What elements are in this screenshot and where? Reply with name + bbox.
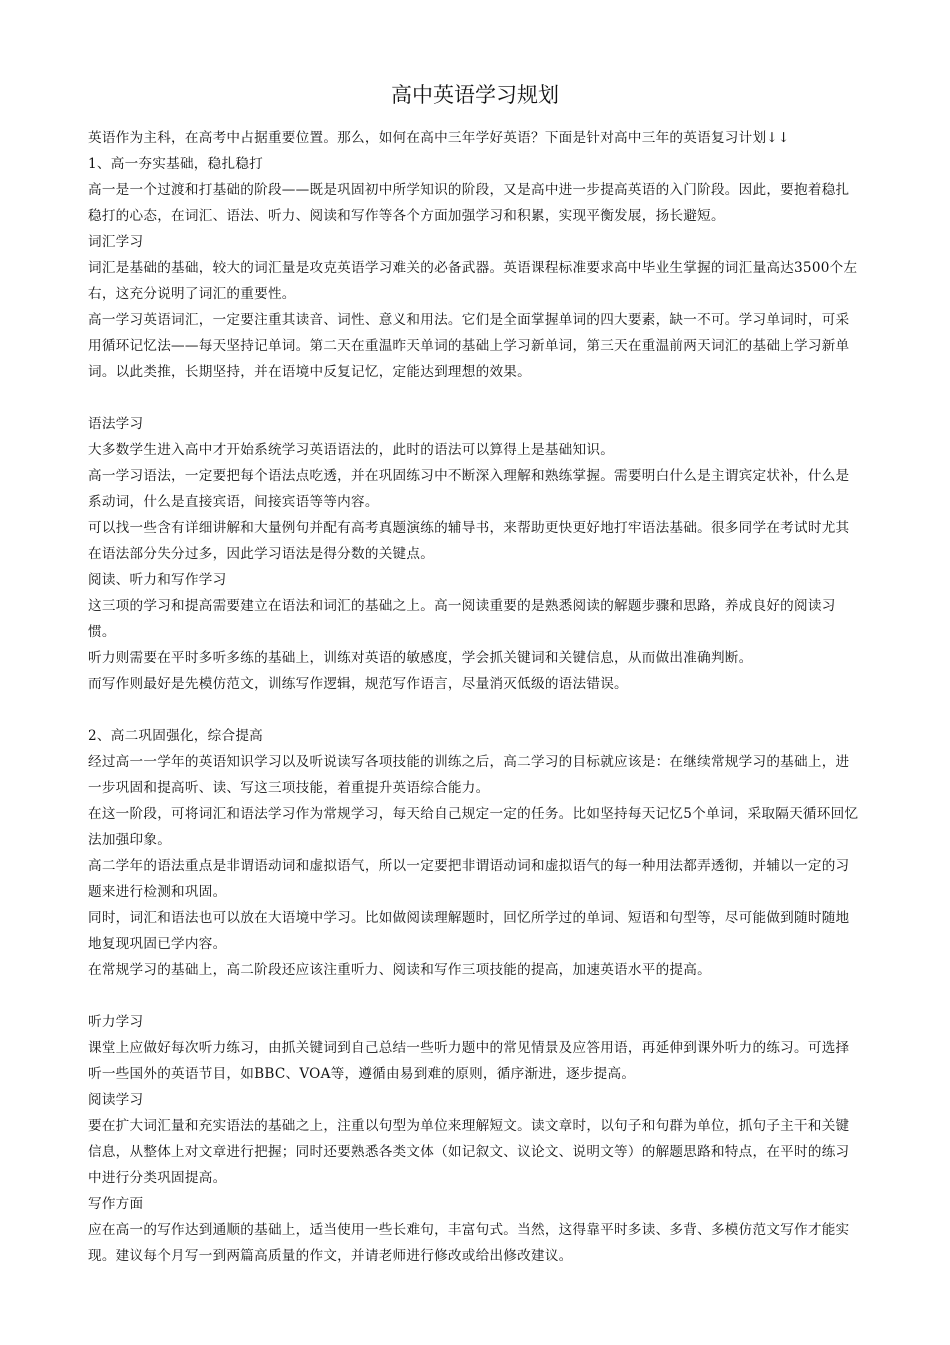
paragraph: 英语作为主科，在高考中占据重要位置。那么，如何在高中三年学好英语？下面是针对高中三年的英语复习计划↓↓ [88,130,790,146]
paragraph: 要在扩大词汇量和充实语法的基础之上，注重以句型为单位来理解短文。读文章时，以句子和句群为单位，抓句子主干和关键信息，从整体上对文章进行把握；同时还要熟悉各类文体（如记叙文、议论文、说明文等）的解题思路和特点，在平时的练习中进行分类巩固提高。 [88,1118,850,1186]
paragraph: 听力则需要在平时多听多练的基础上，训练对英语的敏感度，学会抓关键词和关键信息，从而做出准确判断。 [88,650,753,666]
paragraph: 经过高一一学年的英语知识学习以及听说读写各项技能的训练之后，高二学习的目标就应该是：在继续常规学习的基础上，进一步巩固和提高听、读、写这三项技能，着重提升英语综合能力。 [88,754,850,796]
paragraph: 听力学习 [88,1014,144,1030]
paragraph: 高一是一个过渡和打基础的阶段——既是巩固初中所学知识的阶段，又是高中进一步提高英语的入门阶段。因此，要抱着稳扎稳打的心态，在词汇、语法、听力、阅读和写作等各个方面加强学习和积累，实现平衡发展，扬长避短。 [88,182,850,224]
document-body [88,125,860,1269]
paragraph: 写作方面 [88,1196,144,1212]
paragraph: 词汇学习 [88,234,144,250]
paragraph: 1、高一夯实基础，稳扎稳打 [88,156,264,172]
blank-line [88,697,860,723]
paragraph: 同时，词汇和语法也可以放在大语境中学习。比如做阅读理解题时，回忆所学过的单词、短语和句型等，尽可能做到随时随地地复现巩固已学内容。 [88,910,850,952]
paragraph: 词汇是基础的基础，较大的词汇量是攻克英语学习难关的必备武器。英语课程标准要求高中毕业生掌握的词汇量高达3500个左右，这充分说明了词汇的重要性。 [88,260,858,302]
blank-line [88,385,860,411]
paragraph: 在这一阶段，可将词汇和语法学习作为常规学习，每天给自己规定一定的任务。比如坚持每天记忆5个单词，采取隔天循环回忆法加强印象。 [88,806,859,848]
paragraph: 高二学年的语法重点是非谓语动词和虚拟语气，所以一定要把非谓语动词和虚拟语气的每一种用法都弄透彻，并辅以一定的习题来进行检测和巩固。 [88,858,850,900]
paragraph: 而写作则最好是先模仿范文，训练写作逻辑，规范写作语言，尽量消灭低级的语法错误。 [88,676,628,692]
paragraph: 可以找一些含有详细讲解和大量例句并配有高考真题演练的辅导书，来帮助更快更好地打牢语法基础。很多同学在考试时尤其在语法部分失分过多，因此学习语法是得分数的关键点。 [88,520,850,562]
paragraph: 大多数学生进入高中才开始系统学习英语语法的，此时的语法可以算得上是基础知识。 [88,442,615,458]
paragraph: 这三项的学习和提高需要建立在语法和词汇的基础之上。高一阅读重要的是熟悉阅读的解题步骤和思路，养成良好的阅读习惯。 [88,598,836,640]
paragraph: 在常规学习的基础上，高二阶段还应该注重听力、阅读和写作三项技能的提高，加速英语水平的提高。 [88,962,711,978]
paragraph: 高一学习英语词汇，一定要注重其读音、词性、意义和用法。它们是全面掌握单词的四大要素，缺一不可。学习单词时，可采用循环记忆法——每天坚持记单词。第二天在重温昨天单词的基础上学习新单词，第三天在重温前两天词汇的基础上学习新单词。以此类推，长期坚持，并在语境中反复记忆，定能达到理想的效果。 [88,312,850,380]
paragraph: 应在高一的写作达到通顺的基础上，适当使用一些长难句，丰富句式。当然，这得靠平时多读、多背、多模仿范文写作才能实现。建议每个月写一到两篇高质量的作文，并请老师进行修改或给出修改建议。 [88,1222,850,1264]
paragraph: 语法学习 [88,416,144,432]
blank-line [88,983,860,1009]
paragraph: 阅读、听力和写作学习 [88,572,227,588]
document-title: 高中英语学习规划 [391,83,559,107]
paragraph: 高一学习语法，一定要把每个语法点吃透，并在巩固练习中不断深入理解和熟练掌握。需要明白什么是主谓宾定状补，什么是系动词，什么是直接宾语，间接宾语等等内容。 [88,468,850,510]
paragraph: 阅读学习 [88,1092,144,1108]
paragraph: 课堂上应做好每次听力练习，由抓关键词到自己总结一些听力题中的常见情景及应答用语，再延伸到课外听力的练习。可选择听一些国外的英语节目，如BBC、VOA等，遵循由易到难的原则，循序渐进，逐步提高。 [88,1040,850,1082]
paragraph: 2、高二巩固强化，综合提高 [88,728,264,744]
